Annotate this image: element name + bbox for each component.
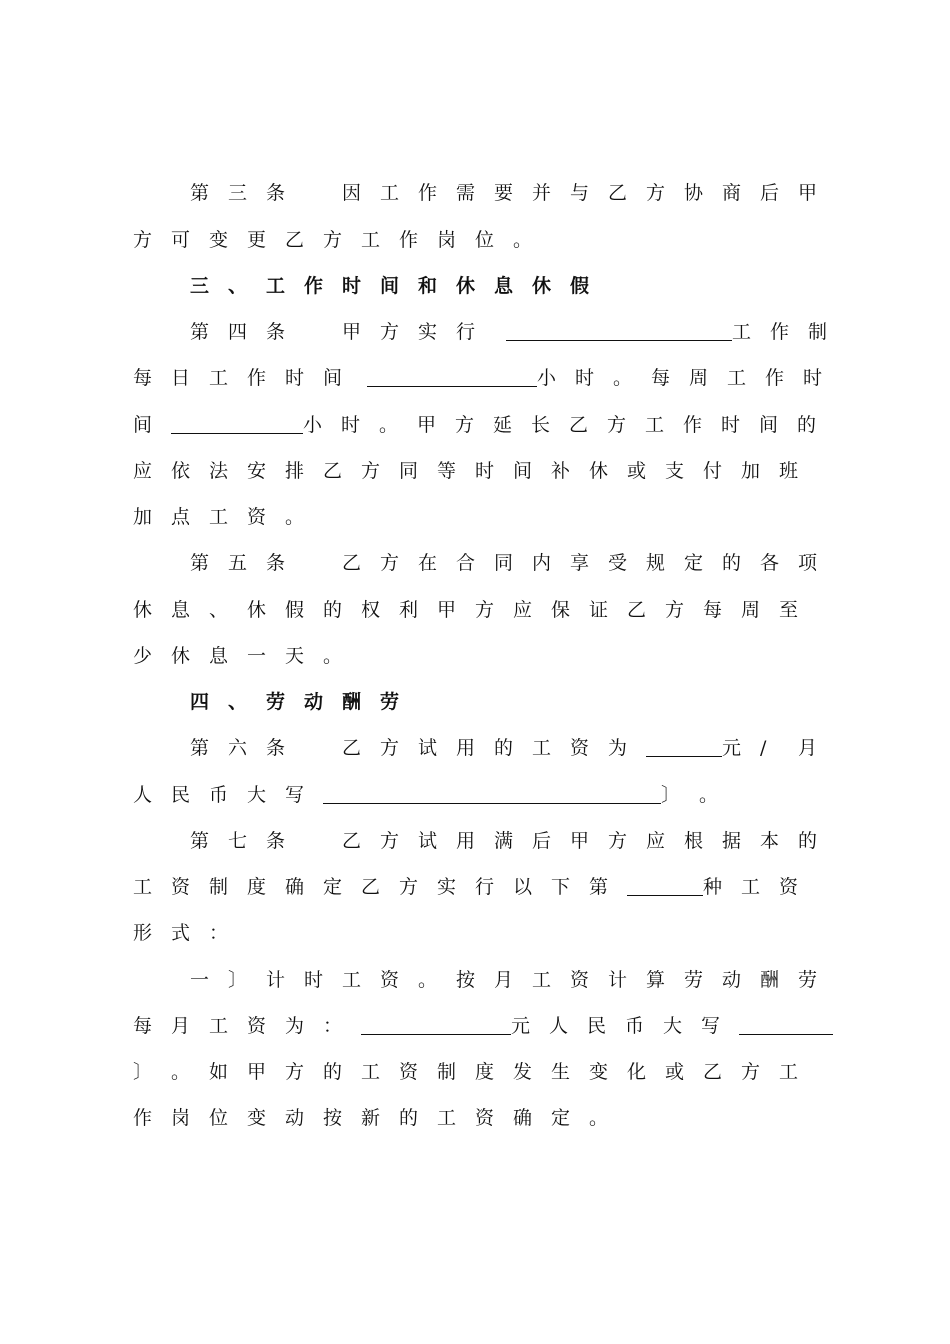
text-segment: 乙 方 试 用 满 后 甲 方 应 根 据 本 的 [342, 830, 818, 852]
text-segment: 工 作 制 [732, 321, 828, 343]
document-line [133, 225, 833, 255]
document-line [190, 826, 890, 856]
fill-in-blank [627, 875, 703, 896]
text-segment: 第 六 条 [190, 737, 286, 759]
document-line [133, 1011, 833, 1041]
text-segment: 第 七 条 [190, 830, 286, 852]
fill-in-blank [739, 1014, 833, 1035]
document-line [133, 502, 833, 532]
document-line [133, 456, 833, 486]
text-segment: 乙 方 在 合 同 内 享 受 规 定 的 各 项 [342, 552, 818, 574]
document-line [133, 595, 833, 625]
text-segment: 形 式 ： [133, 922, 229, 944]
text-segment: 〕 。 如 甲 方 的 工 资 制 度 发 生 变 化 或 乙 方 工 [133, 1061, 799, 1083]
fill-in-blank [646, 736, 722, 757]
text-segment: 〕 。 [661, 784, 719, 806]
document-line [190, 178, 890, 208]
text-segment: 人 民 币 大 写 [133, 784, 305, 806]
section-heading [190, 271, 890, 301]
text-segment: 四 、 劳 动 酬 劳 [190, 691, 400, 713]
text-segment: 一 〕 计 时 工 资 。 按 月 工 资 计 算 劳 动 酬 劳 [190, 969, 818, 991]
document-line [133, 641, 833, 671]
text-segment: 第 五 条 [190, 552, 286, 574]
text-segment: 加 点 工 资 。 [133, 506, 305, 528]
document-line [190, 548, 890, 578]
fill-in-blank [506, 320, 732, 341]
document-line [133, 1103, 833, 1133]
text-segment: 第 四 条 [190, 321, 286, 343]
document-line [190, 733, 890, 763]
text-segment: 小 时 。 甲 方 延 长 乙 方 工 作 时 间 的 [303, 414, 817, 436]
text-segment: 第 三 条 [190, 182, 286, 204]
text-segment: 方 可 变 更 乙 方 工 作 岗 位 。 [133, 229, 533, 251]
document-line [190, 965, 890, 995]
document-line [133, 410, 833, 440]
fill-in-blank [323, 783, 661, 804]
document-line [133, 918, 833, 948]
fill-in-blank [367, 366, 537, 387]
text-segment: 小 时 。 每 周 工 作 时 [537, 367, 823, 389]
document-line [133, 1057, 833, 1087]
document-line [190, 317, 890, 347]
section-heading [190, 687, 890, 717]
text-segment: 作 岗 位 变 动 按 新 的 工 资 确 定 。 [133, 1107, 609, 1129]
document-line [133, 363, 833, 393]
text-segment: 休 息 、 休 假 的 权 利 甲 方 应 保 证 乙 方 每 周 至 [133, 599, 799, 621]
fill-in-blank [171, 413, 303, 434]
text-segment: 每 日 工 作 时 间 [133, 367, 343, 389]
fill-in-blank [361, 1014, 511, 1035]
text-segment: 元 / 月 [722, 737, 818, 759]
text-segment: 应 依 法 安 排 乙 方 同 等 时 间 补 休 或 支 付 加 班 [133, 460, 799, 482]
text-segment: 三 、 工 作 时 间 和 休 息 休 假 [190, 275, 590, 297]
text-segment: 间 [133, 414, 153, 436]
text-segment: 每 月 工 资 为 ： [133, 1015, 343, 1037]
text-segment: 少 休 息 一 天 。 [133, 645, 343, 667]
text-segment: 种 工 资 [703, 876, 799, 898]
text-segment: 甲 方 实 行 [342, 321, 476, 343]
document-line [133, 872, 833, 902]
text-segment: 乙 方 试 用 的 工 资 为 [342, 737, 628, 759]
text-segment: 元 人 民 币 大 写 [511, 1015, 721, 1037]
text-segment: 因 工 作 需 要 并 与 乙 方 协 商 后 甲 [342, 182, 818, 204]
text-segment: 工 资 制 度 确 定 乙 方 实 行 以 下 第 [133, 876, 609, 898]
document-line [133, 780, 833, 810]
